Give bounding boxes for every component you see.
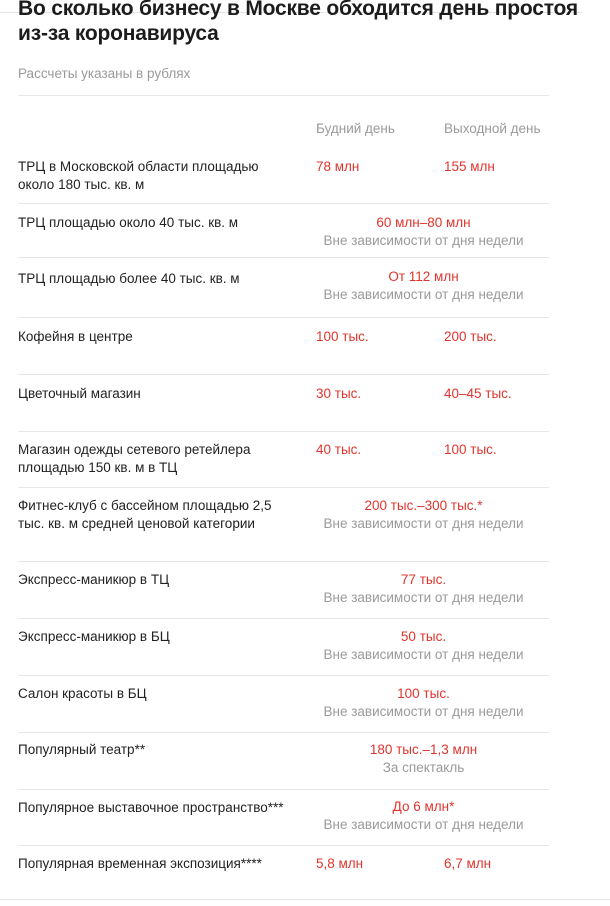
value-main: 180 тыс.–1,3 млн: [369, 742, 478, 757]
row-label: Магазин одежды сетевого ретейлера площадью 150 кв. м в ТЦ: [18, 442, 251, 475]
row-label: Фитнес-клуб с бассейном площадью 2,5 тыс. кв. м средней ценовой категории: [18, 498, 272, 531]
table-row: [18, 432, 549, 488]
combined-value: [313, 628, 534, 664]
row-label: Экспресс-маникюр в БЦ: [18, 629, 170, 644]
value-note: Вне зависимости от дня недели: [323, 704, 524, 719]
column-header-weekday: Будний день: [316, 121, 395, 136]
value-main: 77 тыс.: [400, 572, 447, 587]
table-row: [18, 846, 549, 898]
column-header-weekend: Выходной день: [444, 121, 541, 136]
combined-value: [313, 214, 534, 250]
weekday-value: 100 тыс.: [316, 329, 369, 344]
table-row: [18, 676, 549, 733]
value-note: Вне зависимости от дня недели: [323, 233, 524, 248]
weekend-value: 40–45 тыс.: [444, 386, 512, 401]
value-main: 60 млн–80 млн: [376, 215, 471, 230]
row-label: ТРЦ площадью более 40 тыс. кв. м: [18, 271, 240, 286]
table-row: [18, 204, 549, 258]
row-label: Экспресс-маникюр в ТЦ: [18, 572, 170, 587]
header-divider: [18, 95, 549, 96]
weekday-value: 40 тыс.: [316, 442, 362, 457]
table-row: [18, 375, 549, 432]
page-subtitle: Рассчеты указаны в рублях: [18, 66, 191, 81]
row-label: Популярное выставочное пространство***: [18, 800, 284, 815]
value-note: Вне зависимости от дня недели: [323, 647, 524, 662]
value-main: 50 тыс.: [400, 629, 447, 644]
row-label: Популярная временная экспозиция****: [18, 856, 262, 871]
table-row: [18, 488, 549, 562]
bottom-divider: [0, 899, 610, 900]
weekday-value: 30 тыс.: [316, 386, 362, 401]
value-note: Вне зависимости от дня недели: [323, 287, 524, 302]
table-row: [18, 790, 549, 846]
weekday-value: 78 млн: [316, 159, 360, 174]
table-row: [18, 318, 549, 375]
value-main: 200 тыс.–300 тыс.*: [364, 498, 483, 513]
table-row: [18, 733, 549, 790]
value-main: До 6 млн*: [392, 799, 455, 814]
weekday-value: 5,8 млн: [316, 856, 364, 871]
value-note: Вне зависимости от дня недели: [323, 817, 524, 832]
combined-value: [313, 798, 534, 834]
weekend-value: 200 тыс.: [444, 329, 497, 344]
combined-value: [313, 741, 534, 777]
combined-value: [313, 268, 534, 304]
combined-value: [313, 497, 534, 533]
value-note: Вне зависимости от дня недели: [323, 516, 524, 531]
combined-value: [313, 685, 534, 721]
combined-value: [313, 571, 534, 607]
table-row: [18, 258, 549, 318]
page-title: Во сколько бизнесу в Москве обходится день простоя из-за коронавируса: [18, 0, 578, 45]
weekend-value: 100 тыс.: [444, 442, 497, 457]
row-label: Кофейня в центре: [18, 329, 133, 344]
value-main: 100 тыс.: [397, 686, 450, 701]
weekend-value: 155 млн: [444, 159, 495, 174]
value-note: Вне зависимости от дня недели: [323, 590, 524, 605]
table-row: [18, 619, 549, 676]
row-label: Цветочный магазин: [18, 386, 141, 401]
row-label: ТРЦ площадью около 40 тыс. кв. м: [18, 215, 239, 230]
row-label: ТРЦ в Московской области площадью около 180 тыс. кв. м: [18, 159, 259, 192]
weekend-value: 6,7 млн: [444, 856, 492, 871]
value-note: За спектакль: [382, 760, 465, 775]
table-row: [18, 562, 549, 619]
value-main: От 112 млн: [388, 269, 459, 284]
row-label: Салон красоты в БЦ: [18, 686, 147, 701]
row-label: Популярный театр**: [18, 742, 146, 757]
table-row: [18, 148, 549, 204]
